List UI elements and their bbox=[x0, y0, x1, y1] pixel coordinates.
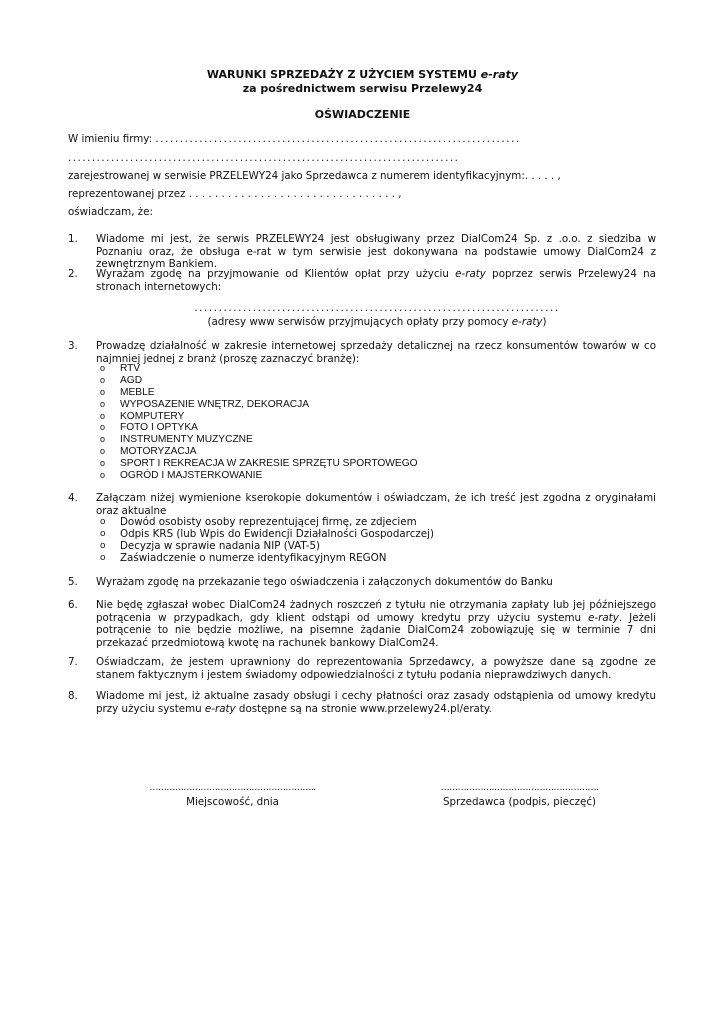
caption-text: ) bbox=[542, 316, 547, 328]
list-item bbox=[68, 340, 658, 366]
list-item bbox=[68, 576, 658, 589]
bullet-icon: o bbox=[100, 552, 106, 563]
list-item bbox=[68, 599, 658, 651]
place-date-line[interactable]: ………………………………………………….. bbox=[149, 783, 316, 793]
list-item bbox=[68, 233, 658, 271]
document-label: Dowód osobisty osoby reprezentującej firmę, ze zdjeciem bbox=[120, 516, 417, 528]
checkbox-bullet-icon[interactable]: o bbox=[100, 398, 106, 409]
item-number: 3. bbox=[68, 340, 78, 352]
item-text: Wyrażam zgodę na przekazanie tego oświadczenia i załączonych dokumentów do Banku bbox=[96, 576, 553, 588]
caption-italic: e-raty bbox=[511, 316, 543, 328]
item-number: 5. bbox=[68, 576, 78, 588]
declare-line: oświadczam, że: bbox=[68, 206, 153, 218]
checkbox-bullet-icon[interactable]: o bbox=[100, 446, 106, 457]
seller-signature-label: Sprzedawca (podpis, pieczęć) bbox=[442, 796, 597, 808]
item-text-italic: e-raty bbox=[204, 702, 236, 715]
item-number: 2. bbox=[68, 268, 78, 280]
branch-label: OGRÓD I MAJSTERKOWANIE bbox=[120, 470, 263, 482]
item-text-part: Nie będę zgłaszał wobec DialCom24 żadnych roszczeń z tytułu nie otrzymania zapłaty lub jej późniejszego potrącenia w przypadkach, gdy klient odstąpi od umowy kredytu przy użyciu systemu bbox=[96, 599, 656, 624]
item-number: 8. bbox=[68, 690, 78, 702]
bullet-icon: o bbox=[100, 528, 106, 539]
item-number: 6. bbox=[68, 599, 78, 611]
websites-caption bbox=[112, 316, 642, 328]
branch-label: RTV bbox=[120, 363, 141, 374]
branch-label: INSTRUMENTY MUZYCZNE bbox=[120, 434, 253, 446]
item-text-part: . Jeżeli potrącenie to nie będzie możliwe, na pisemne żądanie DialCom24 zobowiązuję się w terminie 7 dni przekazać przedmiotową kwotę na rachunek bankowy DialCom24. bbox=[96, 611, 656, 649]
item-text-italic: e-raty bbox=[455, 268, 486, 280]
item-number: 4. bbox=[68, 492, 78, 504]
branch-label: AGD bbox=[120, 374, 143, 386]
branch-label: MEBLE bbox=[120, 386, 155, 398]
checkbox-bullet-icon[interactable]: o bbox=[100, 386, 106, 397]
item-text-italic: e-raty bbox=[588, 611, 619, 624]
item-text: Prowadzę działalność w zakresie internetowej sprzedaży detalicznej na rzecz konsumentów towarów w co najmniej jednej z branż (proszę zaznaczyć branżę): bbox=[96, 340, 656, 365]
document-label: Odpis KRS (lub Wpis do Ewidencji Działalności Gospodarczej) bbox=[120, 527, 434, 540]
checkbox-bullet-icon[interactable]: o bbox=[100, 410, 106, 421]
company-dots: ........................................................................... bbox=[155, 133, 521, 145]
list-item bbox=[68, 690, 658, 716]
checkbox-bullet-icon[interactable]: o bbox=[100, 422, 106, 433]
checkbox-bullet-icon[interactable]: o bbox=[100, 363, 106, 373]
branch-label: MOTORYZACJA bbox=[120, 446, 197, 458]
bullet-icon: o bbox=[100, 540, 106, 551]
checkbox-bullet-icon[interactable]: o bbox=[100, 458, 106, 469]
bullet-icon: o bbox=[100, 517, 106, 527]
item-text-part: dostępne są na stronie www.przelewy24.pl/eraty. bbox=[235, 702, 492, 715]
represented-line: reprezentowanej przez . . . . . . . . . . . . . . . . . . . . . . . . . . . . . . . . , bbox=[68, 188, 402, 200]
document-label: Zaświadczenie o numerze identyfikacyjnym REGON bbox=[120, 551, 387, 564]
company-dots-line: .................................................................................. bbox=[68, 152, 460, 164]
branch-label: KOMPUTERY bbox=[120, 410, 185, 422]
company-line bbox=[68, 133, 521, 145]
item-text: Wiadome mi jest, że serwis PRZELEWY24 jest obsługiwany przez DialCom24 Sp. z .o.o. z siedziba w Poznaniu oraz, że obsługa e-rat w tym serwisie jest dokonywana na podstawie umowy DialCom24 z zewnętrznym Bankiem. bbox=[96, 233, 656, 271]
websites-dots: ........................................................................... bbox=[194, 302, 560, 314]
item-number: 7. bbox=[68, 656, 78, 668]
title-text: WARUNKI SPRZEDAŻY Z UŻYCIEM SYSTEMU bbox=[206, 68, 481, 81]
list-item bbox=[68, 492, 658, 518]
place-date-label: Miejscowość, dnia bbox=[186, 796, 279, 808]
document-title bbox=[0, 68, 725, 81]
registered-line: zarejestrowanej w serwisie PRZELEWY24 jako Sprzedawca z numerem identyfikacyjnym:. . . . . , bbox=[68, 170, 561, 182]
branch-label: SPORT I REKREACJA W ZAKRESIE SPRZĘTU SPORTOWEGO bbox=[120, 458, 418, 470]
seller-signature-line[interactable]: ……………….………………………………. bbox=[440, 783, 599, 793]
list-item bbox=[68, 656, 658, 682]
list-item bbox=[68, 268, 658, 294]
item-text-part: poprzez serwis Przelewy24 na stronach internetowych: bbox=[96, 268, 656, 293]
branch-label: WYPOSAZENIE WNĘTRZ, DEKORACJA bbox=[120, 398, 310, 410]
checkbox-bullet-icon[interactable]: o bbox=[100, 434, 106, 445]
item-text bbox=[96, 690, 656, 715]
checkbox-bullet-icon[interactable]: o bbox=[100, 374, 106, 385]
item-number: 1. bbox=[68, 233, 78, 245]
company-label: W imieniu firmy: bbox=[68, 133, 156, 145]
branch-label: FOTO I OPTYKA bbox=[120, 422, 198, 434]
title-italic: e-raty bbox=[480, 68, 519, 81]
item-text-part: Wyrażam zgodę na przyjmowanie od Klientów opłat przy użyciu bbox=[96, 268, 456, 280]
item-text: Oświadczam, że jestem uprawniony do reprezentowania Sprzedawcy, a powyższe dane są zgodne ze stanem faktycznym i jestem świadomy odpowiedzialności z tytułu podania nieprawdziwych danych. bbox=[96, 656, 656, 681]
section-heading: OŚWIADCZENIE bbox=[314, 108, 411, 121]
item-text bbox=[96, 268, 656, 293]
item-text-part: Wiadome mi jest, iż aktualne zasady obsługi i cechy płatności oraz zasady odstąpienia od umowy kredytu przy użyciu systemu bbox=[96, 690, 656, 715]
item-text bbox=[96, 599, 656, 649]
document-subtitle: za pośrednictwem serwisu Przelewy24 bbox=[242, 82, 483, 95]
checkbox-bullet-icon[interactable]: o bbox=[100, 470, 106, 481]
caption-text: (adresy www serwisów przyjmujących opłaty przy pomocy bbox=[207, 316, 512, 328]
item-text: Załączam niżej wymienione kserokopie dokumentów i oświadczam, że ich treść jest zgodna z oryginałami oraz aktualne bbox=[96, 492, 656, 517]
document-label: Decyzja w sprawie nadania NIP (VAT-5) bbox=[120, 539, 321, 552]
